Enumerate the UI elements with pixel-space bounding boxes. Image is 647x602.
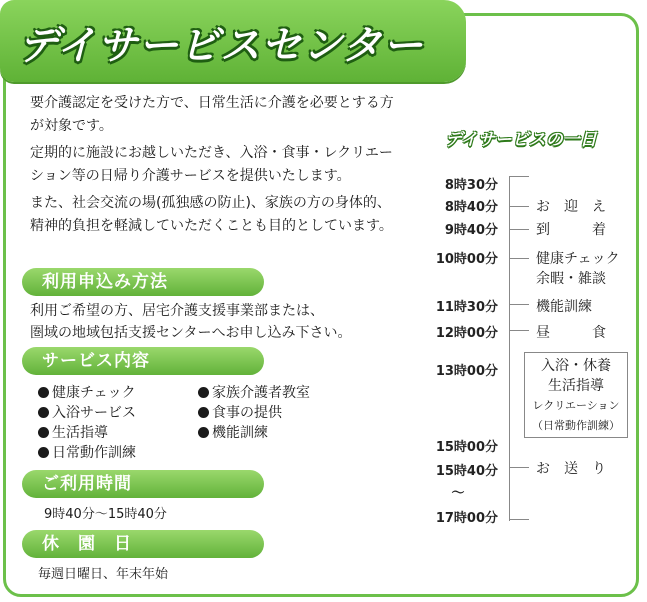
service-item — [38, 383, 136, 404]
activity-health: 健康チェック — [536, 251, 620, 267]
service-item — [38, 443, 136, 464]
service-label: 日常動作訓練 — [52, 445, 136, 461]
activity-free: 余暇・雑談 — [536, 271, 606, 287]
section-heading-hours: ご利用時間 — [22, 470, 264, 498]
service-item — [198, 383, 310, 404]
box-line: 生活指導 — [548, 378, 604, 394]
section-heading-services: サービス内容 — [22, 347, 264, 375]
apply-line: 利用ご希望の方、居宅介護支援事業部または、 — [30, 303, 324, 319]
service-label: 食事の提供 — [212, 405, 282, 421]
intro-paragraph: 要介護認定を受けた方で、日常生活に介護を必要とする方が対象です。 — [30, 95, 394, 134]
service-label: 機能訓練 — [212, 425, 268, 441]
page-title: デイサービスセンター — [18, 23, 424, 69]
time-label: 12時00分 — [435, 326, 498, 341]
service-label: 健康チェック — [52, 385, 136, 401]
timeline-tick — [509, 304, 529, 305]
time-label: 13時00分 — [435, 364, 498, 379]
box-line: レクリエーション — [532, 399, 620, 412]
timeline-line — [509, 176, 510, 521]
schedule-title: デイサービスの一日 — [445, 130, 597, 150]
activity-send: お 送 り — [536, 461, 606, 477]
hours-text: 9時40分～15時40分 — [44, 507, 167, 522]
afternoon-activities-box — [524, 352, 628, 438]
time-label: 8時40分 — [444, 200, 498, 215]
service-item — [38, 423, 108, 444]
intro-text — [30, 92, 400, 242]
bullet-icon — [198, 407, 209, 418]
activity-pickup: お 迎 え — [536, 199, 606, 215]
service-label: 生活指導 — [52, 425, 108, 441]
timeline-tick — [509, 258, 529, 259]
bullet-icon — [198, 387, 209, 398]
holidays-text: 毎週日曜日、年末年始 — [38, 567, 169, 582]
activity-lunch: 昼 食 — [536, 325, 606, 341]
box-line: 入浴・休養 — [541, 358, 611, 374]
timeline-tick — [509, 519, 529, 520]
activity-arrival: 到 着 — [536, 222, 606, 238]
title-banner — [0, 0, 466, 82]
apply-line: 圏域の地域包括支援センターへお申し込み下さい。 — [30, 325, 352, 341]
time-label: 9時40分 — [444, 223, 498, 238]
bullet-icon — [38, 447, 49, 458]
timeline-tick — [509, 206, 529, 207]
apply-text — [30, 300, 351, 344]
bullet-icon — [38, 427, 49, 438]
section-heading-apply: 利用申込み方法 — [22, 268, 264, 296]
bullet-icon — [38, 407, 49, 418]
section-heading-holidays: 休 園 日 — [22, 530, 264, 558]
box-line: （日常動作訓練） — [532, 419, 620, 432]
time-range-mark: ～ — [451, 486, 465, 501]
intro-paragraph: 定期的に施設にお越しいただき、入浴・食事・レクリエーション等の日帰り介護サービスを提供いたします。 — [30, 145, 393, 184]
intro-paragraph: また、社会交流の場(孤独感の防止)、家族の方の身体的、精神的負担を軽減していただくことも目的としています。 — [30, 195, 393, 234]
activity-training: 機能訓練 — [536, 299, 592, 315]
bullet-icon — [38, 387, 49, 398]
timeline-tick — [509, 229, 529, 230]
time-label: 8時30分 — [444, 178, 498, 193]
timeline-tick — [509, 176, 529, 177]
service-item — [198, 423, 268, 444]
service-label: 入浴サービス — [52, 405, 136, 421]
service-item — [198, 403, 282, 424]
time-label: 10時00分 — [435, 252, 498, 267]
service-label: 家族介護者教室 — [212, 385, 310, 401]
time-label: 15時00分 — [435, 440, 498, 455]
timeline-tick — [509, 467, 529, 468]
bullet-icon — [198, 427, 209, 438]
timeline-tick — [509, 330, 529, 331]
service-item — [38, 403, 136, 424]
time-label: 15時40分 — [435, 464, 498, 479]
time-label: 11時30分 — [435, 300, 498, 315]
time-label: 17時00分 — [435, 511, 498, 526]
